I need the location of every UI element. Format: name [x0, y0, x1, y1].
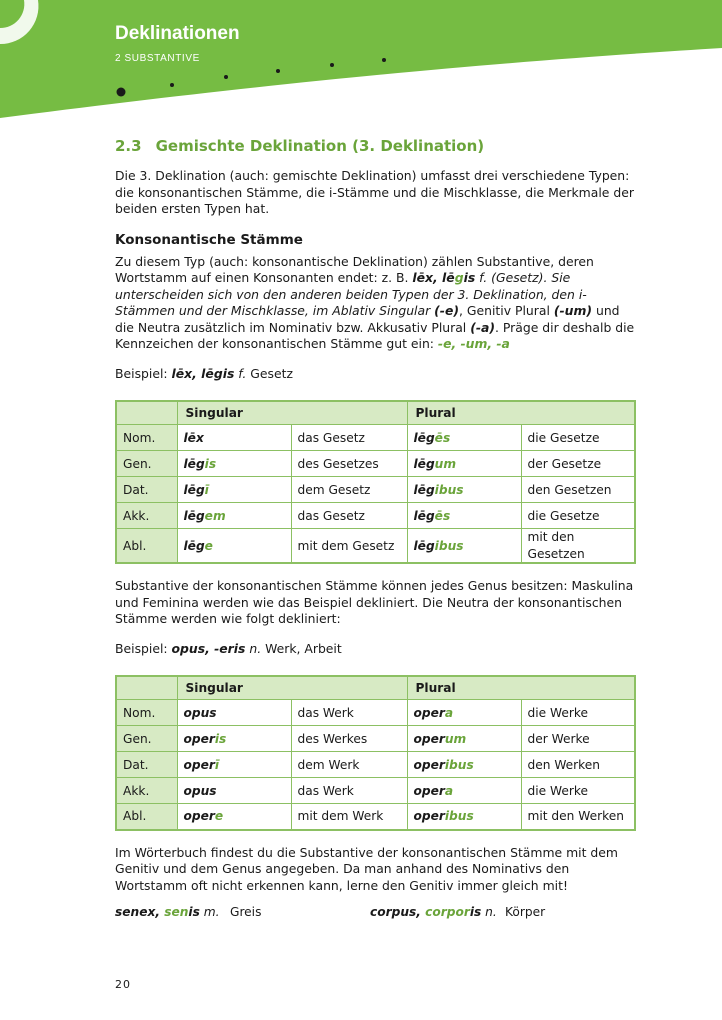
pl-translation: die Gesetze	[521, 425, 635, 451]
table-row	[116, 726, 635, 752]
plural-header: Plural	[407, 401, 635, 425]
pl-form: operibus	[407, 804, 521, 830]
table-row	[116, 425, 635, 451]
sg-form: lēgis	[177, 451, 291, 477]
genus-paragraph: Substantive der konsonantischen Stämme können jedes Genus besitzen: Maskulina und Feminina werden wie das Beispiel dekliniert. Die Neutra der konsonantischen Stämme werden wie folgt dekliniert:	[115, 578, 634, 626]
sg-form: opus	[177, 778, 291, 804]
pl-translation: mit den Werken	[521, 804, 635, 830]
declension-table-opus	[115, 675, 636, 831]
dictionary-examples	[115, 904, 640, 920]
table-corner	[116, 676, 177, 700]
sg-translation: das Werk	[291, 700, 407, 726]
pl-form: opera	[407, 778, 521, 804]
intro-paragraph: Die 3. Deklination (auch: gemischte Deklination) umfasst drei verschiedene Typen: die konsonantischen Stämme, die i-Stämme und die Mischklasse, die Merkmale der beiden ersten Typen hat.	[115, 168, 634, 217]
subheading: Konsonantische Stämme	[115, 231, 303, 248]
sg-form: lēge	[177, 529, 291, 563]
table-row	[116, 752, 635, 778]
sg-translation: mit dem Werk	[291, 804, 407, 830]
sg-form: operis	[177, 726, 291, 752]
case-label: Dat.	[116, 752, 177, 778]
table-row	[116, 700, 635, 726]
dictionary-meaning-corpus: Körper	[505, 905, 546, 920]
example-1: Beispiel: lēx, lēgis f. Gesetz	[115, 366, 293, 382]
dictionary-meaning-senex: Greis	[230, 905, 262, 920]
sg-translation: dem Gesetz	[291, 477, 407, 503]
description-paragraph: Zu diesem Typ (auch: konsonantische Deklination) zählen Substantive, deren Wortstamm auf einen Konsonanten endet: z. B. lēx, lēgis f. (Gesetz). Sie unterscheiden sich von den anderen beiden Typen der 3. Deklination, den i-Stämmen und der Mischklasse, im Ablativ Singular (-e), Genitiv Plural (-um) und die Neutra zusätzlich im Nominativ bzw. Akkusativ Plural (-a). Präge dir deshalb die Kennzeichen der konsonantischen Stämme gut ein: -e, -um, -a	[115, 254, 635, 352]
table-row	[116, 778, 635, 804]
sg-translation: das Gesetz	[291, 425, 407, 451]
pl-form: operum	[407, 726, 521, 752]
sg-translation: das Gesetz	[291, 503, 407, 529]
header-banner	[0, 0, 722, 130]
pl-translation: die Werke	[521, 778, 635, 804]
case-label: Akk.	[116, 503, 177, 529]
pl-translation: die Werke	[521, 700, 635, 726]
case-label: Abl.	[116, 804, 177, 830]
pl-form: lēgēs	[407, 503, 521, 529]
case-label: Akk.	[116, 778, 177, 804]
section-title	[115, 138, 640, 154]
case-label: Nom.	[116, 425, 177, 451]
table-row	[116, 477, 635, 503]
dictionary-entry-senex: senex, senis m.	[115, 905, 220, 920]
pl-translation: den Gesetzen	[521, 477, 635, 503]
sg-form: lēx	[177, 425, 291, 451]
sg-translation: das Werk	[291, 778, 407, 804]
sg-translation: des Gesetzes	[291, 451, 407, 477]
pl-form: opera	[407, 700, 521, 726]
sg-translation: dem Werk	[291, 752, 407, 778]
main-content	[115, 138, 640, 920]
pl-form: lēgum	[407, 451, 521, 477]
pl-translation: der Gesetze	[521, 451, 635, 477]
singular-header: Singular	[177, 401, 407, 425]
header-title: Deklinationen	[115, 23, 240, 44]
table-corner	[116, 401, 177, 425]
case-label: Gen.	[116, 726, 177, 752]
example-2: Beispiel: opus, -eris n. Werk, Arbeit	[115, 641, 342, 657]
singular-header: Singular	[177, 676, 407, 700]
page-number: 20	[115, 978, 131, 991]
pl-translation: die Gesetze	[521, 503, 635, 529]
pl-form: lēgēs	[407, 425, 521, 451]
table-header-row	[116, 676, 635, 700]
plural-header: Plural	[407, 676, 635, 700]
sg-form: opere	[177, 804, 291, 830]
table-row	[116, 503, 635, 529]
case-label: Dat.	[116, 477, 177, 503]
dictionary-entry-corpus: corpus, corporis n.	[370, 905, 497, 920]
sg-translation: des Werkes	[291, 726, 407, 752]
dictionary-paragraph: Im Wörterbuch findest du die Substantive der konsonantischen Stämme mit dem Genitiv und dem Genus angegeben. Da man anhand des Nominativs den Wortstamm oft nicht erkennen kann, lerne den Genitiv immer gleich mit!	[115, 844, 618, 893]
pl-translation: der Werke	[521, 726, 635, 752]
table-row	[116, 529, 635, 563]
table-header-row	[116, 401, 635, 425]
pl-translation: mit den Gesetzen	[521, 529, 635, 563]
sg-translation: mit dem Gesetz	[291, 529, 407, 563]
declension-table-lex	[115, 400, 636, 564]
sg-form: lēgem	[177, 503, 291, 529]
header-subtitle: 2 SUBSTANTIVE	[115, 53, 200, 64]
pl-translation: den Werken	[521, 752, 635, 778]
table-row	[116, 804, 635, 830]
sg-form: opus	[177, 700, 291, 726]
sg-form: operī	[177, 752, 291, 778]
table-row	[116, 451, 635, 477]
pl-form: lēgibus	[407, 477, 521, 503]
section-heading: Gemischte Deklination (3. Deklination)	[155, 137, 485, 155]
case-label: Gen.	[116, 451, 177, 477]
case-label: Abl.	[116, 529, 177, 563]
pl-form: operibus	[407, 752, 521, 778]
sg-form: lēgī	[177, 477, 291, 503]
case-label: Nom.	[116, 700, 177, 726]
section-number: 2.3	[115, 137, 142, 155]
pl-form: lēgibus	[407, 529, 521, 563]
